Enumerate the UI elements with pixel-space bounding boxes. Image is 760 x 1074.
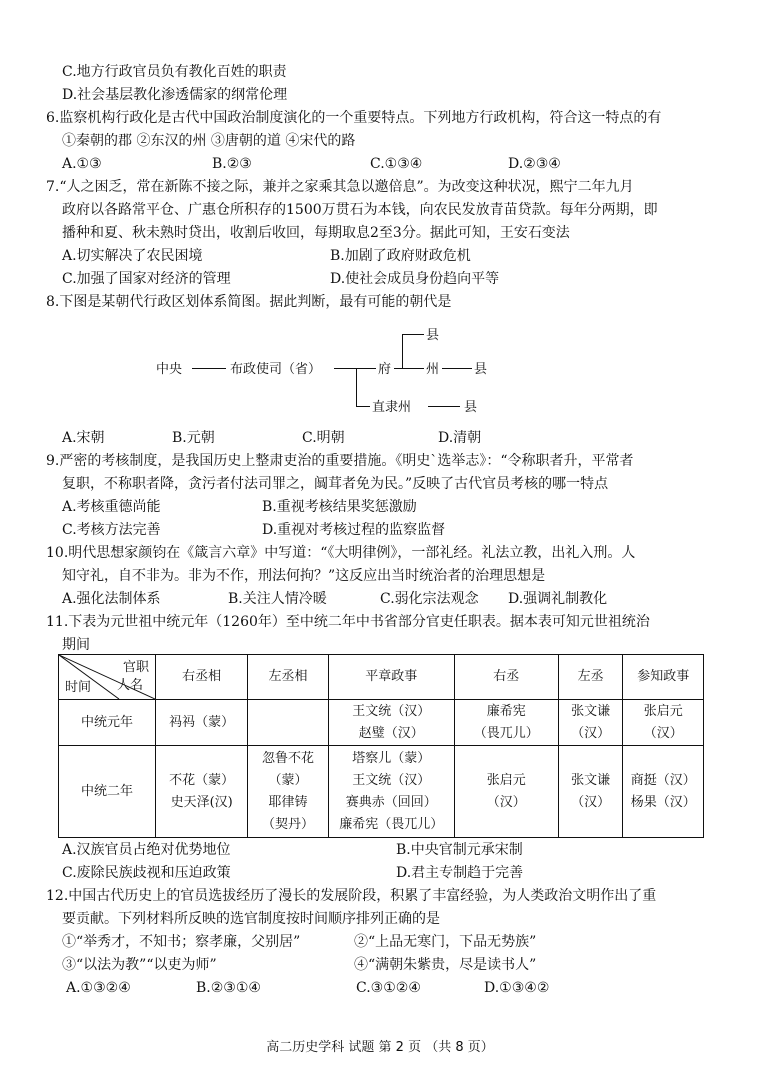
q8-stem: 8.下图是某朝代行政区划体系简图。据此判断，最有可能的朝代是	[46, 294, 452, 310]
q7-stem-line3: 播种和夏、秋未熟时贷出，收割后收回，每期取息2至3分。据此可知，王安石变法	[62, 225, 570, 241]
q12-item-1: ①“举秀才，不知书；察孝廉，父别居”	[62, 934, 301, 950]
diagram-line	[402, 334, 403, 368]
q10-option-b: B.关注人情冷暖	[228, 591, 327, 607]
q7-option-c: C.加强了国家对经济的管理	[62, 271, 231, 287]
q12-option-c: C.③①②④	[356, 980, 421, 996]
diagram-line	[356, 406, 370, 407]
table-cell: 塔察儿（蒙） 王文统（汉） 赛典赤（回回） 廉希宪（畏兀儿）	[328, 746, 454, 838]
table-row	[59, 700, 704, 746]
q12-option-b: B.②③①④	[196, 980, 261, 996]
q7-option-a: A.切实解决了农民困境	[62, 248, 203, 264]
diagram-province: 布政使司（省）	[230, 362, 322, 377]
diagram-line	[394, 368, 424, 369]
diagram-line	[356, 368, 376, 369]
diagram-line	[356, 368, 357, 406]
header-cell: 左丞相	[248, 655, 328, 700]
q11-option-a: A.汉族官员占绝对优势地位	[62, 842, 231, 858]
q6-stem: 6.监察机构行政化是古代中国政治制度演化的一个重要特点。下列地方行政机构，符合这一特点的有	[46, 110, 662, 126]
diagram-xian-2: 县	[474, 362, 488, 377]
q12-item-2: ②“上品无寒门，下品无势族”	[354, 934, 537, 950]
header-cell: 左丞	[558, 655, 623, 700]
table-corner	[59, 655, 156, 700]
admin-division-diagram	[156, 320, 496, 420]
q9-stem-line1: 9.严密的考核制度，是我国历史上整肃吏治的重要措施。《明史`选举志》：“令称职者升，平常者	[46, 453, 634, 469]
q10-option-d: D.强调礼制教化	[508, 591, 608, 607]
q8-option-a: A.宋朝	[62, 430, 105, 446]
q6-items: ①秦朝的郡 ②东汉的州 ③唐朝的道 ④宋代的路	[62, 133, 356, 149]
table-cell: 张文谦 （汉）	[558, 700, 623, 746]
q6-option-a: A.①③	[62, 156, 102, 172]
table-cell: 张文谦 （汉）	[558, 746, 623, 838]
q9-option-c: C.考核方法完善	[62, 522, 161, 538]
q9-option-d: D.重视对考核过程的监察监督	[262, 522, 446, 538]
diagram-line	[442, 368, 472, 369]
q10-option-a: A.强化法制体系	[62, 591, 161, 607]
q12-stem-line1: 12.中国古代历史上的官员选拔经历了漫长的发展阶段，积累了丰富经验，为人类政治文明作出了重	[46, 888, 657, 904]
table-cell: 张启元 （汉）	[623, 700, 704, 746]
header-cell: 右丞相	[156, 655, 248, 700]
corner-name: 人名	[116, 678, 143, 693]
header-cell: 右丞	[454, 655, 558, 700]
q6-option-d: D.②③④	[508, 156, 561, 172]
row-time: 中统二年	[59, 746, 156, 838]
q8-option-d: D.清朝	[438, 430, 482, 446]
table-cell: 王文统（汉） 赵璧（汉）	[328, 700, 454, 746]
q10-option-c: C.弱化宗法观念	[380, 591, 479, 607]
q5-option-c: C.地方行政官员负有教化百姓的职责	[62, 64, 287, 80]
diagram-line	[428, 406, 460, 407]
header-cell: 平章政事	[328, 655, 454, 700]
q8-option-c: C.明朝	[302, 430, 345, 446]
table-cell	[248, 700, 328, 746]
q7-stem-line2: 政府以各路常平仓、广惠仓所积存的1500万贯石为本钱，向农民发放青苗贷款。每年分两期，即	[62, 202, 658, 218]
q10-stem-line1: 10.明代思想家颜钧在《箴言六章》中写道：“《大明律例》，一部礼经。礼法立教，出礼入刑。人	[46, 545, 636, 561]
q10-stem-line2: 知守礼，自不非为。非为不作，刑法何拘？”这反应出当时统治者的治理思想是	[62, 568, 546, 584]
diagram-line	[334, 368, 356, 369]
official-table	[58, 654, 704, 838]
table-cell: 祃祃（蒙）	[156, 700, 248, 746]
table-row	[59, 746, 704, 838]
diagram-line	[192, 368, 226, 369]
q6-option-c: C.①③④	[370, 156, 423, 172]
table-cell: 张启元 （汉）	[454, 746, 558, 838]
table-cell: 商挺（汉） 杨果（汉）	[623, 746, 704, 838]
q8-option-b: B.元朝	[172, 430, 215, 446]
q6-option-b: B.②③	[212, 156, 252, 172]
diagram-line	[402, 334, 424, 335]
diagram-xian-1: 县	[426, 328, 440, 343]
corner-official: 官职	[122, 660, 149, 675]
q12-option-d: D.①③④②	[484, 980, 550, 996]
q7-option-b: B.加剧了政府财政危机	[330, 248, 471, 264]
q12-item-4: ④“满朝朱紫贵，尽是读书人”	[354, 957, 537, 973]
row-time: 中统元年	[59, 700, 156, 746]
q11-option-d: D.君主专制趋于完善	[396, 865, 524, 881]
header-cell: 参知政事	[623, 655, 704, 700]
q11-stem-line1: 11.下表为元世祖中统元年（1260年）至中统二年中书省部分官吏任职表。据本表可知元世祖统治	[46, 614, 650, 630]
diagram-zhili: 直隶州	[372, 400, 412, 415]
q7-stem-line1: 7.“人之困乏，常在新陈不接之际，兼并之家乘其急以邀倍息”。为改变这种状况，熙宁二年九月	[46, 179, 634, 195]
q9-option-b: B.重视考核结果奖惩激励	[262, 499, 417, 515]
q11-option-b: B.中央官制元承宋制	[396, 842, 523, 858]
corner-time: 时间	[65, 680, 92, 695]
table-cell: 忽鲁不花 （蒙） 耶律铸 （契丹）	[248, 746, 328, 838]
q12-item-3: ③“以法为教”“以吏为师”	[62, 957, 217, 973]
diagram-zhou: 州	[426, 362, 440, 377]
q12-option-a: A.①③②④	[66, 980, 131, 996]
q7-option-d: D.使社会成员身份趋向平等	[330, 271, 500, 287]
table-cell: 廉希宪 （畏兀儿）	[454, 700, 558, 746]
q12-stem-line2: 要贡献。下列材料所反映的选官制度按时间顺序排列正确的是	[62, 911, 440, 927]
q5-option-d: D.社会基层教化渗透儒家的纲常伦理	[62, 87, 288, 103]
page-footer: 高二历史学科 试题 第 2 页 （共 8 页）	[266, 1040, 494, 1055]
table-cell: 不花（蒙） 史天泽(汉)	[156, 746, 248, 838]
q11-stem-line2: 期间	[62, 637, 90, 653]
q9-option-a: A.考核重德尚能	[62, 499, 161, 515]
q11-option-c: C.废除民族歧视和压迫政策	[62, 865, 231, 881]
diagram-center: 中央	[156, 362, 183, 377]
q9-stem-line2: 复职，不称职者降，贪污者付法司罪之，阘茸者免为民。”反映了古代官员考核的哪一特点	[62, 476, 609, 492]
diagram-xian-3: 县	[464, 400, 478, 415]
diagram-fu: 府	[378, 362, 392, 377]
